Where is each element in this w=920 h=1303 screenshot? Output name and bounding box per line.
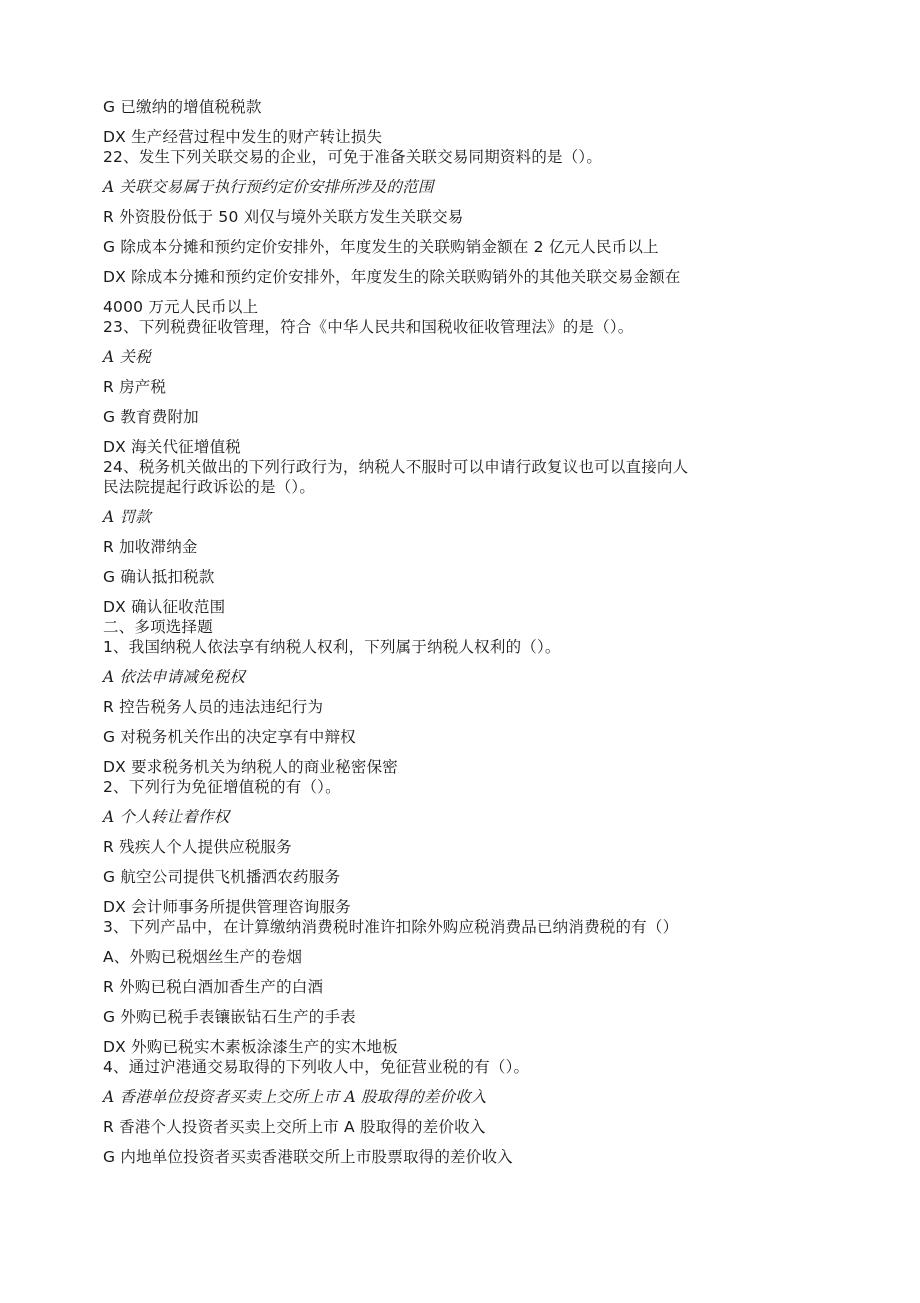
- option-a-text: A 依法申请减免税权: [103, 668, 246, 686]
- document-page: [103, 97, 823, 1167]
- option-a-text: A、外购已税烟丝生产的卷烟: [103, 948, 303, 966]
- option-dx-text: DX 会计师事务所提供管理咨询服务: [103, 898, 351, 916]
- question-24: 24、税务机关做出的下列行政行为，纳税人不服时可以申请行政复议也可以直接向人: [103, 458, 689, 476]
- question-1: 1、我国纳税人依法享有纳税人权利，下列属于纳税人权利的（）。: [103, 638, 561, 656]
- option-g-text: G 确认抵扣税款: [103, 568, 215, 586]
- option-r-text: R 控告税务人员的违法违纪行为: [103, 698, 324, 716]
- option-g-text: G 已缴纳的增值税税款: [103, 98, 262, 116]
- option-dx-text: DX 外购已税实木素板涂漆生产的实木地板: [103, 1038, 398, 1056]
- option-dx-text: DX 确认征收范围: [103, 598, 226, 616]
- option-a-text: A 关联交易属于执行预约定价安排所涉及的范围: [103, 178, 434, 196]
- option-r-text: R 残疾人个人提供应税服务: [103, 838, 292, 856]
- option-r-text: R 香港个人投资者买卖上交所上市 A 股取得的差价收入: [103, 1118, 486, 1136]
- option-g-text: G 对税务机关作出的决定享有中辩权: [103, 728, 356, 746]
- option-dx-text: DX 生产经营过程中发生的财产转让损失: [103, 128, 383, 146]
- option-a-text: A 关税: [103, 348, 151, 366]
- question-24-continuation: 民法院提起行政诉讼的是（）。: [103, 478, 316, 496]
- question-4: 4、通过沪港通交易取得的下列收人中，免征营业税的有（）。: [103, 1058, 530, 1076]
- option-dx-text: DX 海关代征增值税: [103, 438, 241, 456]
- option-g-text: G 外购已税手表镶嵌钻石生产的手表: [103, 1008, 356, 1026]
- question-2: 2、下列行为免征增值税的有（）。: [103, 778, 341, 796]
- question-3: 3、下列产品中，在计算缴纳消费税时准许扣除外购应税消费品已纳消费税的有（）: [103, 918, 679, 936]
- option-g-text: G 除成本分摊和预约定价安排外，年度发生的关联购销金额在 2 亿元人民币以上: [103, 238, 659, 256]
- option-r-text: R 外资股份低于 50 刈仅与境外关联方发生关联交易: [103, 208, 464, 226]
- option-r-text: R 外购已税白酒加香生产的白酒: [103, 978, 324, 996]
- option-a-text: A 香港单位投资者买卖上交所上市 A 股取得的差价收入: [103, 1088, 487, 1106]
- option-dx-text: DX 要求税务机关为纳税人的商业秘密保密: [103, 758, 398, 776]
- question-23: 23、下列税费征收管理，符合《中华人民共和国税收征收管理法》的是（）。: [103, 318, 634, 336]
- option-g-text: G 教育费附加: [103, 408, 199, 426]
- section-heading: 二、多项选择题: [103, 618, 213, 636]
- question-22: 22、发生下列关联交易的企业，可免于准备关联交易同期资料的是（）。: [103, 148, 603, 166]
- option-dx-continuation: 4000 万元人民币以上: [103, 298, 259, 316]
- option-dx-text: DX 除成本分摊和预约定价安排外，年度发生的除关联购销外的其他关联交易金额在: [103, 268, 681, 286]
- option-r-text: R 加收滞纳金: [103, 538, 198, 556]
- option-r-text: R 房产税: [103, 378, 167, 396]
- option-a-text: A 罚款: [103, 508, 151, 526]
- option-a-text: A 个人转让着作权: [103, 808, 230, 826]
- option-g-text: G 内地单位投资者买卖香港联交所上市股票取得的差价收入: [103, 1148, 513, 1166]
- option-g-text: G 航空公司提供飞机播洒农药服务: [103, 868, 341, 886]
